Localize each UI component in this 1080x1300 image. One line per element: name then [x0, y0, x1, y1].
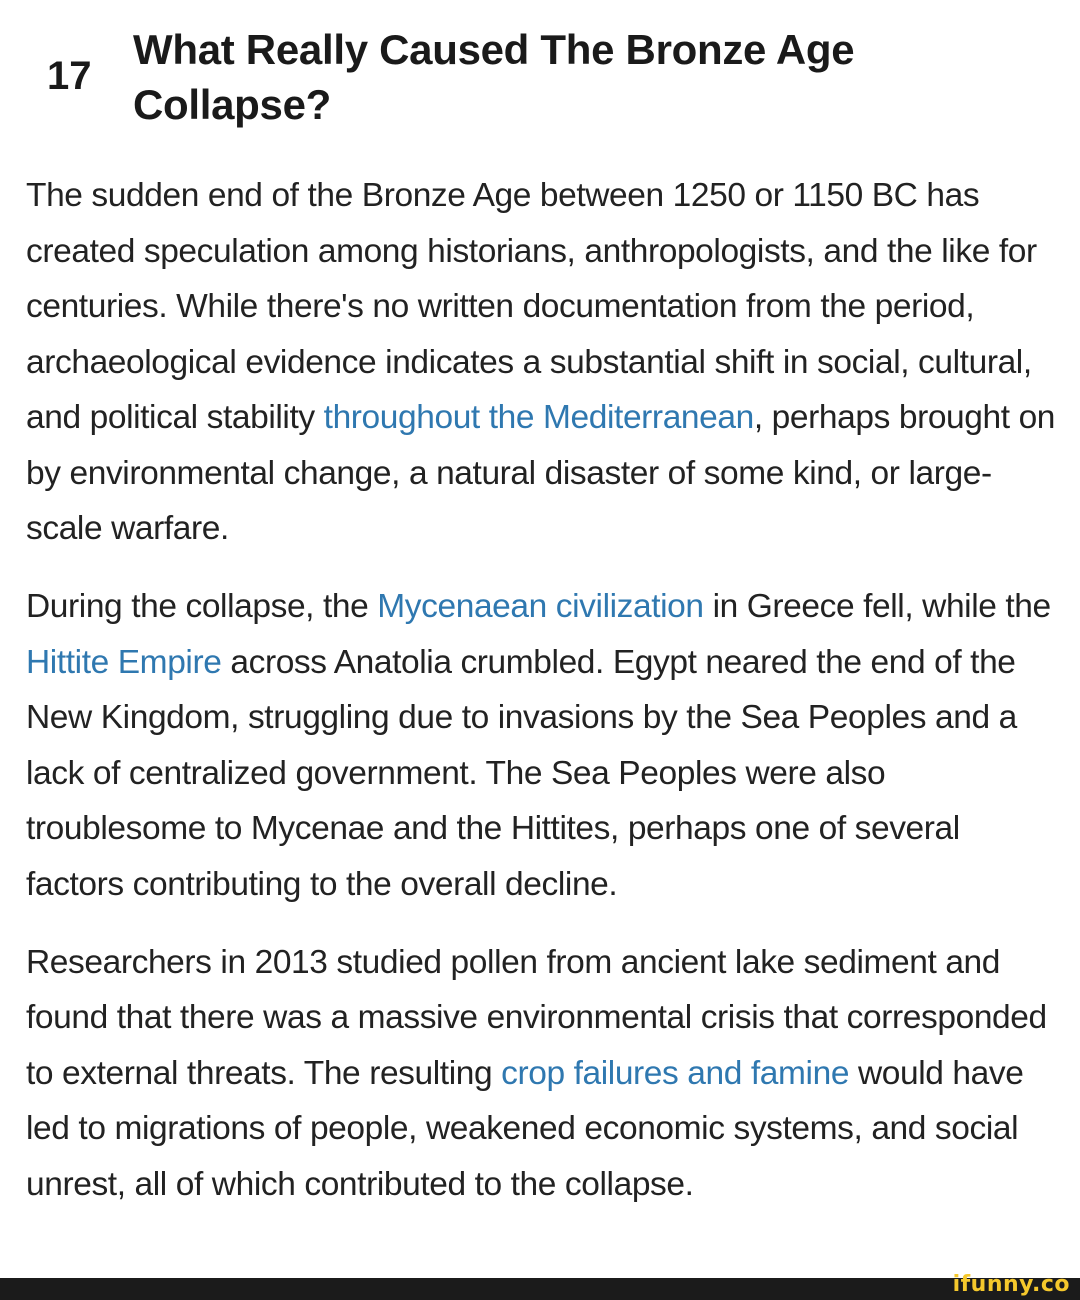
paragraph-2 — [26, 579, 1066, 912]
ifunny-watermark-logo: ifunny.co — [952, 1272, 1070, 1297]
paragraph-1-text-2: , perhaps brought on by environmental change, a natural disaster of some kind, or large-scale warfare. — [26, 399, 1056, 547]
link-throughout-the-mediterranean[interactable]: throughout the Mediterranean — [323, 399, 754, 436]
article-title: What Really Caused The Bronze Age Collapse? — [133, 26, 855, 128]
paragraph-2-text-2: in Greece fell, while the — [703, 588, 1051, 625]
list-item-number: 17 — [47, 54, 92, 98]
article-body — [26, 168, 1066, 1212]
link-mycenaean-civilization[interactable]: Mycenaean civilization — [377, 588, 704, 625]
paragraph-3 — [26, 935, 1066, 1213]
link-crop-failures-and-famine[interactable]: crop failures and famine — [501, 1054, 850, 1092]
paragraph-1 — [26, 168, 1066, 557]
paragraph-1-text-1: The sudden end of the Bronze Age between 1250 or 1150 BC has created speculation among historians, anthropologists, and the like for centuries. While there's no written documentation from the period, archaeological evidence indicates a substantial shift in social, cultural, and political stability — [26, 177, 1037, 436]
paragraph-2-text-3: across Anatolia crumbled. Egypt neared the end of the New Kingdom, struggling due to invasions by the Sea Peoples and a lack of centralized government. The Sea Peoples were also troublesome to Mycenae and the Hittites, perhaps one of several factors contributing to the overall decline. — [26, 643, 1017, 903]
watermark-bar — [0, 1272, 1080, 1300]
paragraph-3-text-1: Researchers in 2013 studied pollen from ancient lake sediment and found that there was a massive environmental crisis that corresponded to external threats. The resulting — [26, 943, 1047, 1092]
paragraph-3-text-2: would have led to migrations of people, weakened economic systems, and social unrest, all of which contributed to the collapse. — [26, 1054, 1024, 1203]
paragraph-2-text-1: During the collapse, the — [26, 588, 378, 625]
link-hittite-empire[interactable]: Hittite Empire — [26, 643, 222, 681]
article-header — [0, 0, 1080, 140]
